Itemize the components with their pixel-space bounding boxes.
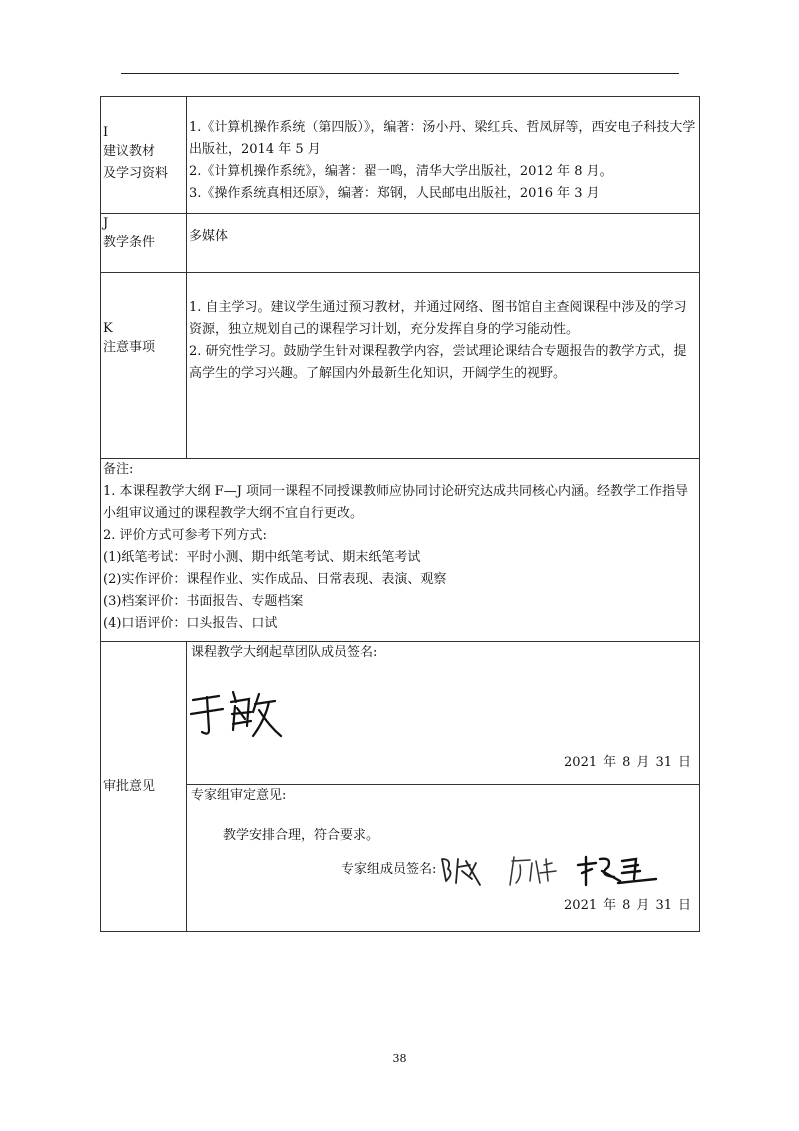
approval-row-team: [101, 642, 700, 785]
expert-date-year: 2021: [564, 898, 598, 913]
book-item-3: 3.《操作系统真相还原》，编著：郑钢，人民邮电出版社，2016 年 3 月: [189, 186, 600, 201]
remarks-line-5: (3)档案评价：书面报告、专题档案: [103, 594, 304, 609]
expert-date-month: 8: [622, 898, 631, 913]
remarks-row: [101, 459, 700, 642]
expert-date-month-char: 月: [636, 898, 650, 913]
remarks-title: 备注:: [103, 462, 134, 477]
remarks-line-3: (1)纸笔考试：平时小测、期中纸笔考试、期末纸笔考试: [103, 550, 421, 565]
books-row: [101, 97, 700, 214]
conditions-content: 多媒体: [187, 214, 700, 273]
team-sign-date: [558, 752, 691, 774]
books-label-line1: 建议教材: [103, 144, 156, 159]
expert-signatures: [436, 851, 672, 889]
remarks-line-1: 1. 本课程教学大纲 F—J 项同一课程不同授课教师应协同讨论研究达成共同核心内涵。经教学工作指导小组审议通过的课程教学大纲不宜自行更改。: [103, 484, 689, 521]
page-number: 38: [392, 1052, 407, 1065]
book-item-1: 1.《计算机操作系统（第四版）》，编著：汤小丹、梁红兵、哲凤屏等，西安电子科技大学出版社，2014 年 5 月: [189, 120, 696, 157]
notes-label: 注意事项: [103, 340, 156, 355]
expert-date-year-char: 年: [603, 898, 617, 913]
team-date-day-char: 日: [677, 755, 691, 770]
remarks-line-4: (2)实作评价：课程作业、实作成品、日常表现、表演、观察: [103, 572, 447, 587]
notes-code: K: [103, 321, 113, 336]
expert-sign-row: [341, 851, 672, 889]
conditions-label: 教学条件: [103, 235, 156, 250]
notes-row: [101, 273, 700, 459]
book-item-2: 2.《计算机操作系统》，编著：翟一鸣，清华大学出版社，2012 年 8 月。: [189, 164, 613, 179]
books-code: I: [103, 125, 109, 140]
conditions-label-cell: [101, 214, 187, 273]
notes-label-cell: [101, 273, 187, 459]
team-signature: [189, 686, 293, 744]
books-label-cell: [101, 97, 187, 214]
books-content-cell: [187, 97, 700, 214]
approval-label: 审批意见: [101, 642, 187, 932]
team-date-year: 2021: [564, 755, 598, 770]
team-date-month-char: 月: [636, 755, 650, 770]
remarks-cell: [101, 459, 700, 642]
expert-opinion: 教学安排合理，符合要求。: [223, 828, 380, 843]
expert-sign-label: 专家组成员签名:: [341, 862, 437, 877]
header-rule: [121, 73, 679, 74]
notes-item-2: 2. 研究性学习。鼓励学生针对课程教学内容，尝试理论课结合专题报告的教学方式，提高学生的学习兴趣。了解国内外最新生化知识，开阔学生的视野。: [189, 344, 687, 381]
team-date-month: 8: [622, 755, 631, 770]
conditions-code: J: [103, 216, 109, 231]
books-label-line2: 及学习资料: [103, 166, 169, 181]
notes-item-1: 1. 自主学习。建议学生通过预习教材，并通过网络、图书馆自主查阅课程中涉及的学习资源，独立规划自己的课程学习计划，充分发挥自身的学习能动性。: [189, 300, 687, 337]
approval-row-expert: [101, 785, 700, 932]
remarks-line-2: 2. 评价方式可参考下列方式:: [103, 528, 267, 543]
expert-date-day-char: 日: [677, 898, 691, 913]
team-date-day: 31: [655, 755, 672, 770]
team-sign-cell: [187, 642, 700, 785]
syllabus-table: [100, 96, 700, 932]
expert-title: 专家组审定意见:: [191, 788, 287, 803]
team-sign-label: 课程教学大纲起草团队成员签名:: [191, 645, 378, 660]
notes-content-cell: [187, 273, 700, 459]
expert-date-day: 31: [655, 898, 672, 913]
conditions-row: [101, 214, 700, 273]
team-date-year-char: 年: [603, 755, 617, 770]
expert-sign-date: [558, 895, 691, 917]
remarks-line-6: (4)口语评价：口头报告、口试: [103, 616, 278, 631]
expert-cell: [187, 785, 700, 932]
